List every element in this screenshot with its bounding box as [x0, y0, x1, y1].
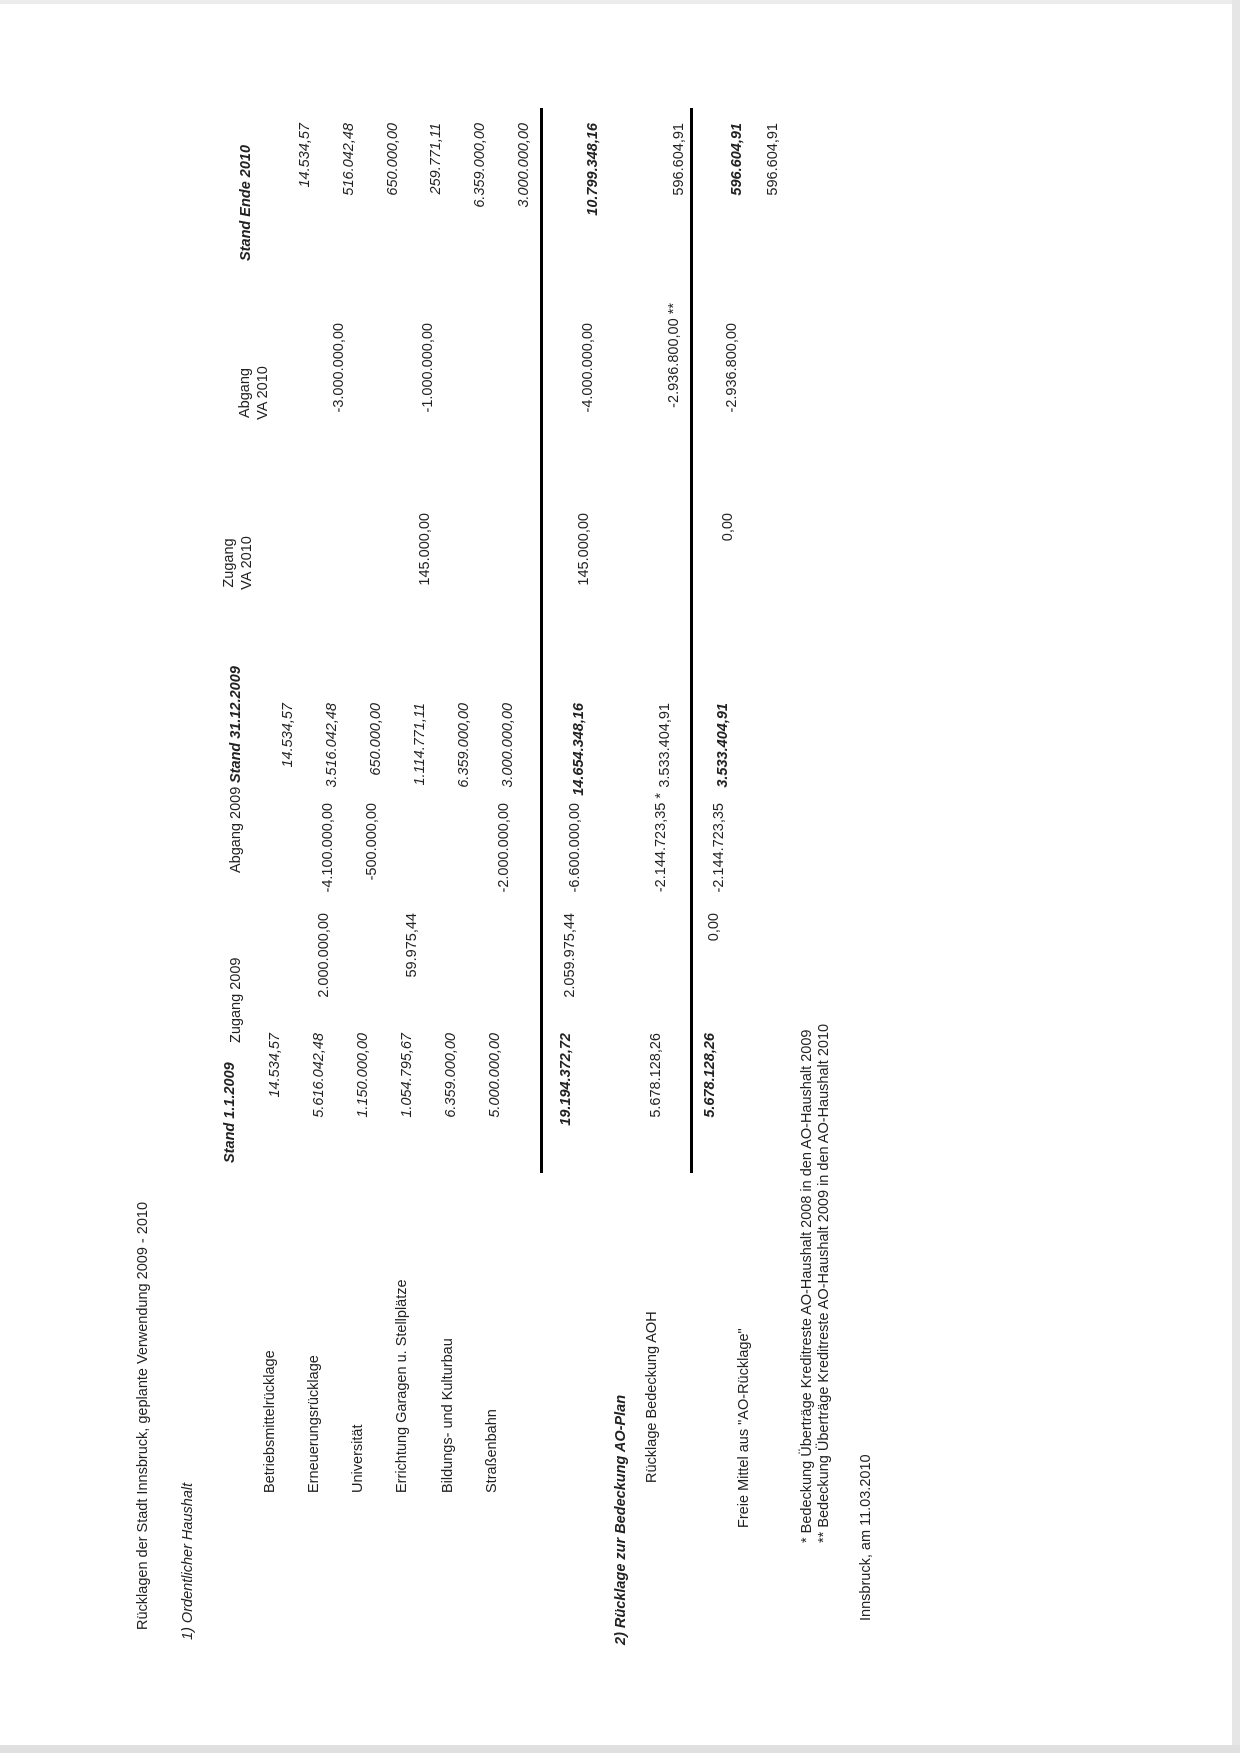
section-2-heading: 2) Rücklage zur Bedeckung AO-Plan — [613, 1394, 629, 1645]
cell-stand-31-12-2009: 1.114.771,11 — [412, 703, 428, 786]
row-label-errichtung-garagen: Errichtung Garagen u. Stellplätze — [394, 1279, 410, 1493]
cell-stand-2009: 1.054.795,67 — [399, 1033, 415, 1118]
cell-stand-31-12-2009: 14.534,57 — [280, 703, 296, 768]
cell-stand-2009: 14.534,57 — [267, 1033, 283, 1098]
section-1-heading: 1) Ordentlicher Haushalt — [180, 1482, 196, 1640]
document-title: Rücklagen der Stadt Innsbruck, geplante Verwendung 2009 - 2010 — [135, 1201, 151, 1630]
cell-stand-ende-2010: 3.000.000,00 — [516, 123, 532, 208]
total-2-stand-31-12-2009: 3.533.404,91 — [715, 703, 731, 788]
cell-stand-31-12-2009: 3.516.042,48 — [324, 703, 340, 788]
footnote-double-asterisk: ** Bedeckung Überträge Kreditreste AO-Haushalt 2009 in den AO-Haushalt 2010 — [816, 1023, 832, 1543]
row-label-erneuerungsruecklage: Erneuerungsrücklage — [306, 1355, 322, 1493]
cell-abgang-va-2010: -3.000.000,00 — [331, 323, 347, 413]
total-1-rule — [540, 108, 543, 1173]
col-header-zugang-2009: Zugang 2009 — [228, 957, 244, 1043]
aoh-stand-2009: 5.678.128,26 — [648, 1033, 664, 1118]
cell-abgang-2009: -2.000.000,00 — [496, 803, 512, 893]
place-date: Innsbruck, am 11.03.2010 — [858, 1454, 874, 1621]
total-1-stand-ende-2010: 10.799.348,16 — [585, 123, 601, 216]
total-1-abgang-2009: -6.600.000,00 — [567, 803, 583, 893]
total-2-abgang-va-2010: -2.936.800,00 — [724, 323, 740, 413]
col-header-stand-2009: Stand 1.1.2009 — [222, 1062, 238, 1163]
cell-zugang-2009: 59.975,44 — [404, 913, 420, 978]
total-2-stand-2009: 5.678.128,26 — [702, 1033, 718, 1118]
cell-stand-2009: 1.150.000,00 — [355, 1033, 371, 1118]
cell-stand-2009: 5.616.042,48 — [311, 1033, 327, 1118]
freie-mittel-value: 596.604,91 — [765, 123, 781, 196]
col-header-abgang-2009: Abgang 2009 — [228, 786, 244, 873]
col-header-zugang-va-2010-line2: VA 2010 — [239, 536, 255, 590]
cell-zugang-va-2010: 145.000,00 — [417, 513, 433, 586]
total-2-zugang-va-2010: 0,00 — [720, 513, 736, 542]
cell-stand-2009: 6.359.000,00 — [443, 1033, 459, 1118]
aoh-stand-ende-2010: 596.604,91 — [671, 123, 687, 196]
col-header-abgang-va-2010-line2: VA 2010 — [255, 366, 271, 420]
total-1-abgang-va-2010: -4.000.000,00 — [580, 323, 596, 413]
cell-zugang-2009: 2.000.000,00 — [316, 913, 332, 998]
col-header-stand-ende-2010: Stand Ende 2010 — [238, 144, 254, 261]
col-header-stand-31-12-2009: Stand 31.12.2009 — [228, 666, 244, 783]
aoh-abgang-2009: -2.144.723,35 * — [653, 793, 669, 893]
col-header-zugang-va-2010-line1: Zugang — [221, 538, 237, 588]
aoh-stand-31-12-2009: 3.533.404,91 — [657, 703, 673, 788]
cell-stand-31-12-2009: 650.000,00 — [368, 703, 384, 776]
total-1-stand-31-12-2009: 14.654.348,16 — [571, 703, 587, 796]
total-2-zugang-2009: 0,00 — [706, 913, 722, 942]
cell-stand-31-12-2009: 6.359.000,00 — [456, 703, 472, 788]
total-2-stand-ende-2010: 596.604,91 — [729, 123, 745, 196]
cell-abgang-2009: -4.100.000,00 — [320, 803, 336, 893]
freie-mittel-label: Freie Mittel aus "AO-Rücklage" — [736, 1328, 752, 1528]
total-1-zugang-va-2010: 145.000,00 — [576, 513, 592, 586]
aoh-abgang-va-2010: -2.936.800,00 ** — [666, 303, 682, 408]
row-label-bildungs-kulturbau: Bildungs- und Kulturbau — [440, 1338, 456, 1493]
total-1-zugang-2009: 2.059.975,44 — [562, 913, 578, 998]
cell-stand-ende-2010: 650.000,00 — [385, 123, 401, 196]
cell-abgang-va-2010: -1.000.000,00 — [420, 323, 436, 413]
cell-stand-31-12-2009: 3.000.000,00 — [500, 703, 516, 788]
row-label-ruecklage-bedeckung-aoh: Rücklage Bedeckung AOH — [644, 1311, 660, 1483]
cell-stand-2009: 5.000.000,00 — [487, 1033, 503, 1118]
cell-abgang-2009: -500.000,00 — [364, 803, 380, 881]
cell-stand-ende-2010: 259.771,11 — [428, 123, 444, 195]
total-2-rule — [690, 108, 693, 1173]
row-label-betriebsmittelruecklage: Betriebsmittelrücklage — [262, 1350, 278, 1493]
total-1-stand-2009: 19.194.372,72 — [558, 1033, 574, 1126]
cell-stand-ende-2010: 14.534,57 — [297, 123, 313, 188]
row-label-strassenbahn: Straßenbahn — [484, 1409, 500, 1493]
total-2-abgang-2009: -2.144.723,35 — [711, 803, 727, 893]
cell-stand-ende-2010: 6.359.000,00 — [472, 123, 488, 208]
col-header-abgang-va-2010-line1: Abgang — [237, 368, 253, 418]
row-label-universitaet: Universität — [350, 1424, 366, 1493]
footnote-single-asterisk: * Bedeckung Überträge Kreditreste AO-Haushalt 2008 in den AO-Haushalt 2009 — [799, 1029, 815, 1543]
cell-stand-ende-2010: 516.042,48 — [341, 123, 357, 196]
